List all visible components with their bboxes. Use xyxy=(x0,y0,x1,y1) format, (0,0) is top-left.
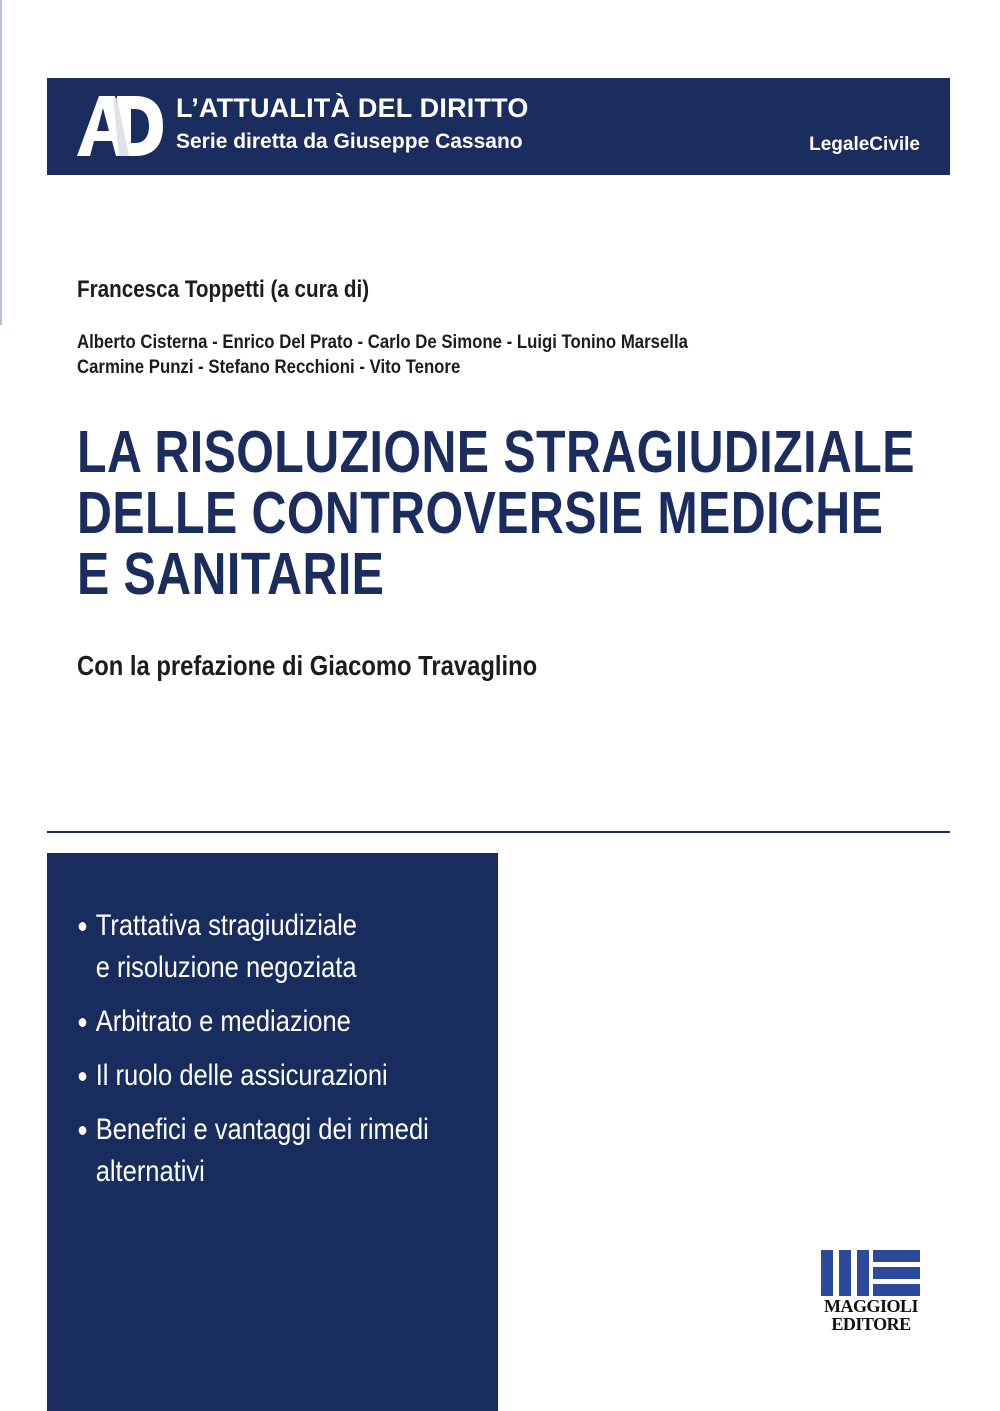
publisher-name-line: EDITORE xyxy=(831,1314,911,1334)
publisher-name-line: MAGGIOLI xyxy=(823,1296,918,1316)
feature-item xyxy=(77,1109,429,1193)
horizontal-divider xyxy=(47,831,950,833)
feature-text: e risoluzione negoziata xyxy=(95,951,357,984)
publisher-name xyxy=(818,1297,924,1333)
feature-text: Il ruolo delle assicurazioni xyxy=(95,1059,388,1092)
feature-text: Trattativa stragiudiziale xyxy=(95,909,357,942)
feature-text: alternativi xyxy=(95,1155,205,1188)
book-title-line: LA RISOLUZIONE STRAGIUDIZIALE xyxy=(77,419,915,485)
bullet-icon xyxy=(79,1018,87,1027)
feature-item xyxy=(77,905,429,989)
authors-line: Carmine Punzi - Stefano Recchioni - Vito Tenore xyxy=(77,356,461,378)
bullet-icon xyxy=(79,922,87,931)
book-title-line: DELLE CONTROVERSIE MEDICHE xyxy=(77,480,884,546)
series-header-band xyxy=(47,78,950,175)
bullet-icon xyxy=(79,1126,87,1135)
feature-item xyxy=(77,1055,429,1097)
editor-credit: Francesca Toppetti (a cura di) xyxy=(77,276,370,303)
feature-item xyxy=(77,1001,429,1043)
feature-text: Benefici e vantaggi dei rimedi xyxy=(95,1113,429,1146)
series-title: L’ATTUALITÀ DEL DIRITTO xyxy=(176,93,529,123)
ad-logo-icon xyxy=(77,96,163,156)
features-list xyxy=(77,905,491,1205)
page-edge-line xyxy=(0,0,2,325)
bullet-icon xyxy=(79,1072,87,1081)
collection-label: LegaleCivile xyxy=(809,134,920,155)
book-title-line: E SANITARIE xyxy=(77,541,385,607)
book-title xyxy=(77,419,915,607)
preface-credit: Con la prefazione di Giacomo Travaglino xyxy=(77,650,538,681)
maggioli-mark-icon xyxy=(821,1250,921,1296)
features-box xyxy=(47,853,498,1411)
series-subtitle: Serie diretta da Giuseppe Cassano xyxy=(176,130,523,153)
publisher-logo xyxy=(818,1247,924,1337)
feature-text: Arbitrato e mediazione xyxy=(95,1005,351,1038)
authors-line: Alberto Cisterna - Enrico Del Prato - Carlo De Simone - Luigi Tonino Marsella xyxy=(77,331,688,353)
authors-list xyxy=(77,330,688,380)
